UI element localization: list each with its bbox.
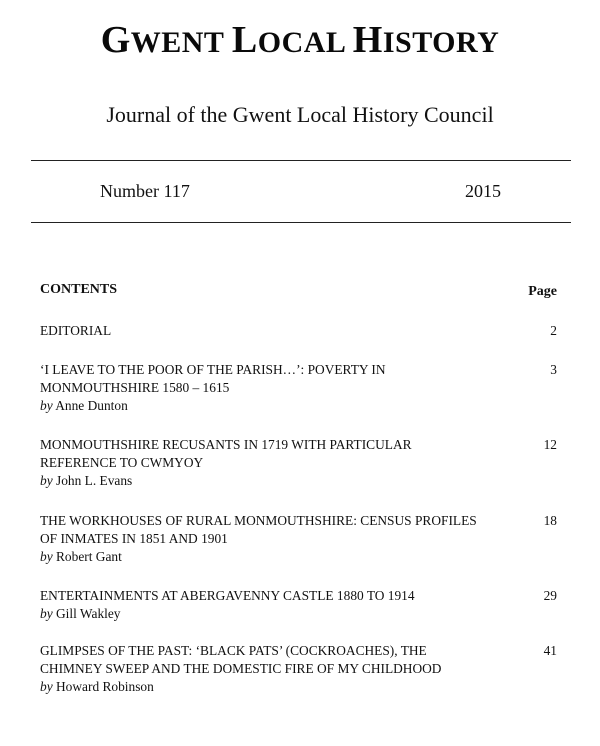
contents-heading: CONTENTS (40, 282, 118, 297)
entry-author-line (40, 472, 557, 490)
contents-entry (40, 361, 557, 415)
entry-author-line (40, 397, 557, 415)
by-label: by (40, 606, 53, 621)
entry-page: 29 (543, 588, 557, 603)
entry-author-line (40, 678, 557, 696)
issue-number: Number 117 (100, 181, 190, 201)
contents-entry-editorial (40, 322, 557, 340)
journal-subtitle: Journal of the Gwent Local History Council (106, 102, 494, 127)
title-initial: H (352, 19, 383, 61)
entry-page: 3 (550, 362, 557, 377)
title-part: WENT (130, 26, 232, 59)
entry-title: ‘I LEAVE TO THE POOR OF THE PARISH…’: POVERTY IN MONMOUTHSHIRE 1580 – 1615 (40, 362, 386, 395)
entry-page: 2 (550, 323, 557, 338)
entry-author: Howard Robinson (56, 679, 154, 694)
entry-author: Anne Dunton (55, 398, 128, 413)
entry-page: 12 (543, 437, 557, 452)
by-label: by (40, 398, 53, 413)
entry-page: 41 (543, 643, 557, 658)
entry-author: John L. Evans (56, 473, 133, 488)
entry-title: ENTERTAINMENTS AT ABERGAVENNY CASTLE 1880 TO 1914 (40, 588, 415, 603)
entry-title: THE WORKHOUSES OF RURAL MONMOUTHSHIRE: CENSUS PROFILES OF INMATES IN 1851 AND 1901 (40, 513, 477, 546)
journal-title (0, 18, 600, 62)
contents-entry (40, 642, 557, 696)
entry-title: GLIMPSES OF THE PAST: ‘BLACK PATS’ (COCKROACHES), THE CHIMNEY SWEEP AND THE DOMESTIC FIRE OF MY CHILDHOOD (40, 643, 442, 676)
contents-entry (40, 587, 557, 623)
top-divider (31, 160, 571, 161)
contents-entry (40, 436, 557, 490)
entry-page: 18 (543, 513, 557, 528)
bottom-divider (31, 222, 571, 223)
title-initial: L (231, 19, 258, 61)
entry-author: Gill Wakley (56, 606, 121, 621)
entry-title: EDITORIAL (40, 323, 112, 338)
contents-entry (40, 512, 557, 566)
by-label: by (40, 549, 53, 564)
entry-title: MONMOUTHSHIRE RECUSANTS IN 1719 WITH PARTICULAR REFERENCE TO CWMYOY (40, 437, 412, 470)
by-label: by (40, 679, 53, 694)
issue-year: 2015 (465, 181, 501, 201)
page-column-heading: Page (528, 284, 557, 299)
title-part: OCAL (257, 26, 353, 59)
title-initial: G (100, 19, 131, 61)
title-part: ISTORY (382, 26, 500, 59)
entry-author-line (40, 605, 557, 623)
by-label: by (40, 473, 53, 488)
entry-author: Robert Gant (56, 549, 122, 564)
entry-author-line (40, 548, 557, 566)
